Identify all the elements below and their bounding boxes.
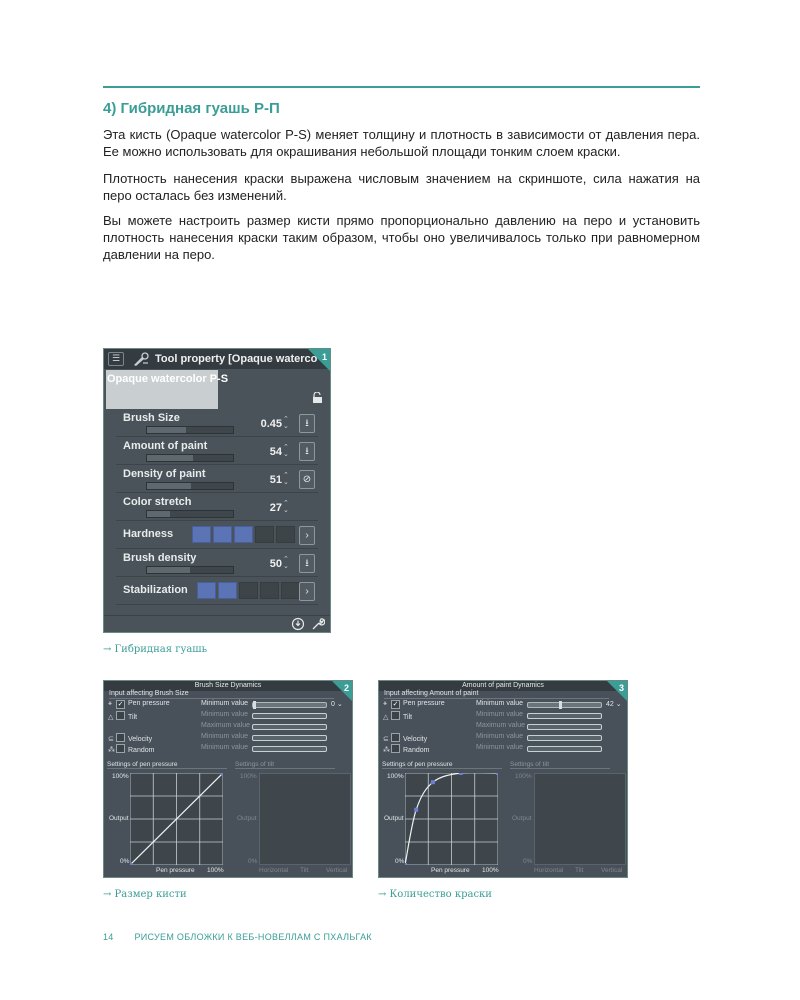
tool-property-panel [103, 348, 331, 633]
range-label: Minimum value [476, 700, 524, 707]
option-label: Random [128, 747, 155, 754]
pressure-curve-graph[interactable] [130, 773, 223, 865]
spinner-icon[interactable]: ⌃ ⌄ [283, 444, 289, 458]
property-value: 54 [269, 446, 282, 458]
brush-name: Opaque watercolor P-S [107, 373, 229, 385]
checkbox[interactable] [116, 733, 125, 742]
spinner-icon[interactable]: ⌃ ⌄ [283, 472, 289, 486]
option-label: Tilt [128, 714, 138, 721]
property-stabilization [116, 577, 318, 605]
spinner-icon[interactable]: ⌃ ⌄ [283, 556, 289, 570]
divider [235, 768, 335, 769]
x-axis-label: Pen pressure [156, 867, 195, 874]
slider-handle[interactable] [559, 701, 562, 709]
level-square[interactable] [234, 526, 253, 543]
range-slider[interactable] [252, 746, 327, 752]
option-label: Velocity [128, 736, 153, 743]
checkbox[interactable] [391, 744, 400, 753]
y-axis-label: Output [512, 815, 532, 822]
checkbox[interactable]: ✓ [392, 701, 399, 708]
property-label: Brush density [123, 552, 197, 564]
property-brush-size [116, 409, 318, 437]
level-square[interactable] [276, 526, 295, 543]
input-icon: ⊆ [108, 736, 114, 743]
value-slider[interactable] [146, 482, 234, 490]
value-slider[interactable] [146, 566, 234, 574]
input-option[interactable] [383, 711, 412, 721]
level-square[interactable] [260, 582, 279, 599]
range-slider[interactable] [252, 713, 327, 719]
panel-footer [104, 615, 330, 633]
curve-control-point [459, 773, 463, 775]
option-label: Random [403, 747, 430, 754]
divider [384, 698, 609, 699]
property-value: 51 [269, 474, 282, 486]
figure-number: 3 [618, 683, 624, 693]
x-axis-label: Pen pressure [431, 867, 470, 874]
level-square[interactable] [255, 526, 274, 543]
tilt-axis-left: Horizontal [259, 867, 289, 874]
settings-tilt-label: Settings of tilt [235, 761, 275, 768]
input-option[interactable] [383, 744, 429, 754]
range-label: Minimum value [476, 733, 524, 740]
level-selector[interactable] [192, 526, 297, 546]
tilt-axis-mid: Tilt [575, 867, 584, 874]
value-slider[interactable] [146, 426, 234, 434]
level-selector[interactable] [197, 582, 302, 602]
value-slider[interactable] [146, 510, 234, 518]
dynamics-button[interactable]: ⭳ [299, 442, 315, 461]
tilt-axis-right: Vertical [601, 867, 623, 874]
checkbox[interactable] [116, 711, 125, 720]
paragraph: Плотность нанесения краски выражена числовым значением на скриншоте, сила нажатия на перо осталась без изменений. [103, 171, 700, 203]
level-square[interactable] [218, 582, 237, 599]
property-brush-density [116, 549, 318, 577]
checkbox[interactable] [116, 744, 125, 753]
settings-pen-label: Settings of pen pressure [382, 761, 453, 768]
checkbox[interactable] [391, 711, 400, 720]
y-axis-label: Output [384, 815, 404, 822]
x-axis-right: 100% [207, 867, 224, 874]
tilt-graph [259, 773, 351, 865]
y-axis-bottom: 0% [523, 858, 533, 865]
property-label: Color stretch [123, 496, 192, 508]
dynamics-button[interactable]: ⭳ [299, 414, 315, 433]
menu-icon[interactable]: ☰ [108, 352, 124, 366]
input-icon: ⊆ [383, 736, 389, 743]
figure-number: 1 [321, 352, 327, 362]
paragraph: Эта кисть (Opaque watercolor P-S) меняет толщину и плотность в зависимости от давления пера. Ее можно использовать для окрашивания небольшой площади тонким слоем краски. [103, 127, 700, 159]
level-square[interactable] [213, 526, 232, 543]
range-label: Minimum value [201, 700, 249, 707]
property-label: Stabilization [123, 584, 188, 596]
figure-badge [332, 681, 352, 701]
y-axis-bottom: 0% [120, 858, 130, 865]
dialog-title: Brush Size Dynamics [104, 681, 352, 691]
tilt-graph [534, 773, 626, 865]
y-axis-top: 100% [515, 773, 532, 780]
property-label: Density of paint [123, 468, 206, 480]
curve-control-point [414, 808, 418, 812]
checkbox[interactable]: ✓ [117, 701, 124, 708]
amount-of-paint-dynamics-panel [378, 680, 628, 878]
range-label: Maximum value [476, 722, 526, 729]
spinner-icon[interactable]: ⌃ ⌄ [283, 500, 289, 514]
range-slider[interactable] [252, 702, 327, 708]
figure-number: 2 [343, 683, 349, 693]
range-slider[interactable] [252, 724, 327, 730]
option-label: Tilt [403, 714, 413, 721]
input-header: Input affecting Amount of paint [384, 690, 479, 697]
range-slider[interactable] [527, 713, 602, 719]
input-icon: ⁂ [383, 747, 390, 754]
input-option[interactable] [383, 700, 445, 710]
panel-title: Tool property [Opaque waterco [155, 353, 318, 365]
input-option[interactable] [108, 744, 154, 754]
input-option[interactable] [108, 733, 152, 743]
property-amount-of-paint [116, 437, 318, 465]
slider-handle[interactable] [253, 701, 256, 709]
lock-icon[interactable] [311, 392, 323, 403]
input-icon: △ [383, 714, 389, 721]
range-label: Minimum value [476, 744, 524, 751]
divider [107, 768, 227, 769]
range-label: Minimum value [201, 711, 249, 718]
input-icon: ⚹ [108, 700, 113, 707]
curve-control-point [496, 773, 498, 775]
y-axis-label: Output [237, 815, 257, 822]
y-axis-top: 100% [387, 773, 404, 780]
tilt-axis-left: Horizontal [534, 867, 564, 874]
tilt-axis-mid: Tilt [300, 867, 309, 874]
figure-caption: → Гибридная гуашь [103, 644, 208, 655]
property-value: 0.45 [260, 418, 282, 430]
range-slider[interactable] [527, 735, 602, 741]
input-icon: ⁂ [108, 747, 115, 754]
property-list [116, 409, 318, 606]
range-label: Minimum value [201, 744, 249, 751]
expand-button[interactable]: › [299, 526, 315, 545]
settings-pen-label: Settings of pen pressure [107, 761, 178, 768]
section-title: 4) Гибридная гуашь Р-П [103, 100, 280, 117]
range-label: Minimum value [201, 733, 249, 740]
curve-control-point [221, 773, 223, 775]
level-square[interactable] [239, 582, 258, 599]
curve-control-point [405, 863, 407, 865]
pressure-curve-graph[interactable] [405, 773, 498, 865]
divider [109, 698, 334, 699]
min-value[interactable]: 0 ⌄ [331, 701, 343, 708]
input-option[interactable] [108, 700, 170, 710]
input-option[interactable] [108, 711, 137, 721]
brush-tool-icon [132, 351, 150, 367]
curve-control-point [431, 780, 435, 784]
book-title: РИСУЕМ ОБЛОЖКИ К ВЕБ-НОВЕЛЛАМ С ПХАЛЬГАК [134, 932, 372, 942]
dynamics-button[interactable]: ⭳ [299, 554, 315, 573]
divider [382, 768, 502, 769]
x-axis-right: 100% [482, 867, 499, 874]
range-label: Minimum value [476, 711, 524, 718]
level-square[interactable] [197, 582, 216, 599]
header-rule [103, 86, 700, 88]
page-number: 14 [103, 932, 114, 942]
option-label: Pen pressure [403, 700, 445, 707]
figure-caption: → Размер кисти [103, 889, 187, 900]
y-axis-bottom: 0% [248, 858, 258, 865]
reset-icon[interactable] [291, 617, 305, 631]
tilt-axis-right: Vertical [326, 867, 348, 874]
divider [510, 768, 610, 769]
level-square[interactable] [192, 526, 211, 543]
property-density-of-paint [116, 465, 318, 493]
figure-caption: → Количество краски [378, 889, 492, 900]
y-axis-bottom: 0% [395, 858, 405, 865]
property-color-stretch [116, 493, 318, 521]
panel-header [104, 349, 330, 369]
y-axis-top: 100% [240, 773, 257, 780]
min-value[interactable]: 42 ⌄ [606, 701, 622, 708]
option-label: Velocity [403, 736, 428, 743]
paragraph: Вы можете настроить размер кисти прямо пропорционально давлению на перо и установить плотность нанесения краски таким образом, чтобы оно увеличивалось только при равномерном давлении на перо. [103, 213, 700, 262]
checkbox[interactable] [391, 733, 400, 742]
property-label: Amount of paint [123, 440, 208, 452]
input-icon: ⚹ [383, 700, 388, 707]
input-header: Input affecting Brush Size [109, 690, 189, 697]
wrench-icon[interactable] [311, 617, 325, 631]
spinner-icon[interactable]: ⌃ ⌄ [283, 416, 289, 430]
page-footer [103, 932, 372, 942]
dialog-title: Amount of paint Dynamics [379, 681, 627, 691]
property-hardness [116, 521, 318, 549]
range-label: Maximum value [201, 722, 251, 729]
settings-tilt-label: Settings of tilt [510, 761, 550, 768]
property-label: Hardness [123, 528, 174, 540]
range-slider[interactable] [527, 724, 602, 730]
input-option[interactable] [383, 733, 427, 743]
expand-button[interactable]: › [299, 582, 315, 601]
curve-control-point [130, 863, 132, 865]
property-value: 50 [269, 558, 282, 570]
property-label: Brush Size [123, 412, 180, 424]
input-icon: △ [108, 714, 114, 721]
range-slider[interactable] [252, 735, 327, 741]
range-slider[interactable] [527, 702, 602, 708]
property-value: 27 [269, 502, 282, 514]
dynamics-button[interactable]: ⊘ [299, 470, 315, 489]
y-axis-top: 100% [112, 773, 129, 780]
y-axis-label: Output [109, 815, 129, 822]
brush-size-dynamics-panel [103, 680, 353, 878]
value-slider[interactable] [146, 454, 234, 462]
level-square[interactable] [281, 582, 300, 599]
option-label: Pen pressure [128, 700, 170, 707]
figure-badge [607, 681, 627, 701]
range-slider[interactable] [527, 746, 602, 752]
